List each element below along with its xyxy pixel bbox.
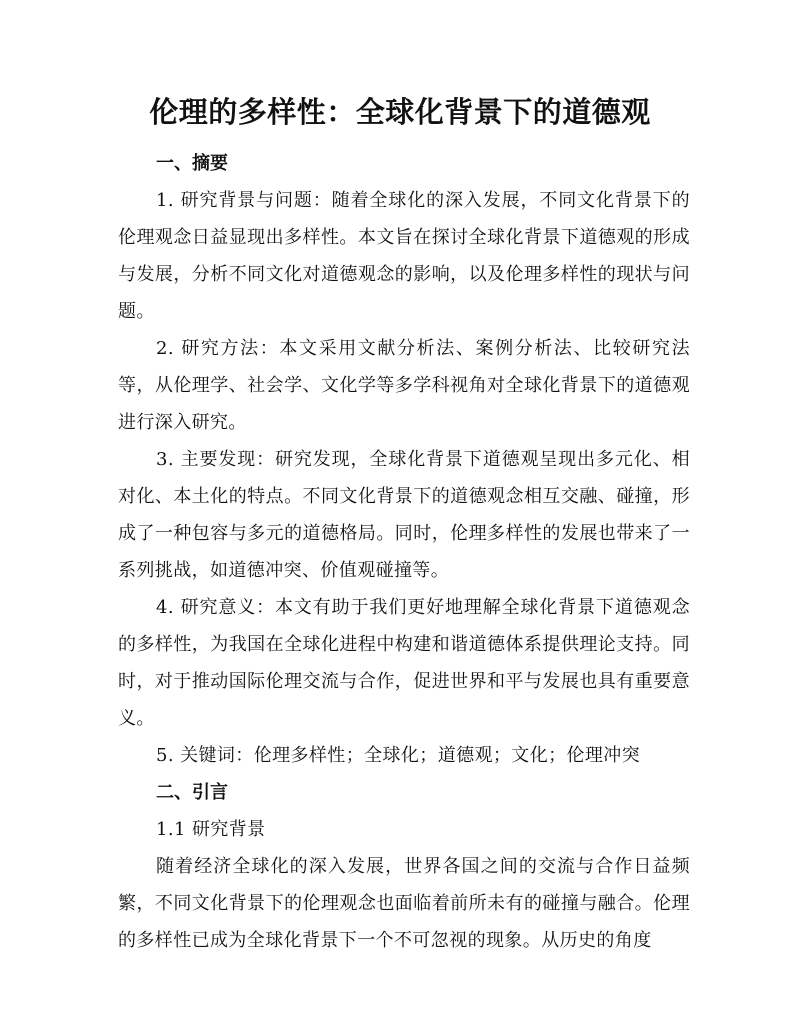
intro-paragraph: 随着经济全球化的深入发展，世界各国之间的交流与合作日益频繁，不同文化背景下的伦理观念也面临着前所未有的碰撞与融合。伦理的多样性已成为全球化背景下一个不可忽视的现象。从历史的角度 <box>118 856 690 951</box>
abstract-item-keywords: 5. 关键词：伦理多样性；全球化；道德观；文化；伦理冲突 <box>156 745 641 766</box>
document-body <box>118 145 690 959</box>
section-heading-introduction: 二、引言 <box>156 782 228 803</box>
document-title: 伦理的多样性：全球化背景下的道德观 <box>149 95 651 129</box>
abstract-item-findings: 3. 主要发现：研究发现，全球化背景下道德观呈现出多元化、相对化、本土化的特点。不同文化背景下的道德观念相互交融、碰撞，形成了一种包容与多元的道德格局。同时，伦理多样性的发展也带来了一系列挑战，如道德冲突、价值观碰撞等。 <box>118 449 690 581</box>
subsection-heading-background: 1.1 研究背景 <box>156 819 266 840</box>
abstract-item-significance: 4. 研究意义：本文有助于我们更好地理解全球化背景下道德观念的多样性，为我国在全球化进程中构建和谐道德体系提供理论支持。同时，对于推动国际伦理交流与合作，促进世界和平与发展也具有重要意义。 <box>118 597 690 729</box>
section-heading-abstract: 一、摘要 <box>156 153 228 174</box>
abstract-item-background: 1. 研究背景与问题：随着全球化的深入发展，不同文化背景下的伦理观念日益显现出多样性。本文旨在探讨全球化背景下道德观的形成与发展，分析不同文化对道德观念的影响，以及伦理多样性的现状与问题。 <box>118 190 690 322</box>
abstract-item-method: 2. 研究方法：本文采用文献分析法、案例分析法、比较研究法等，从伦理学、社会学、文化学等多学科视角对全球化背景下的道德观进行深入研究。 <box>118 338 690 433</box>
